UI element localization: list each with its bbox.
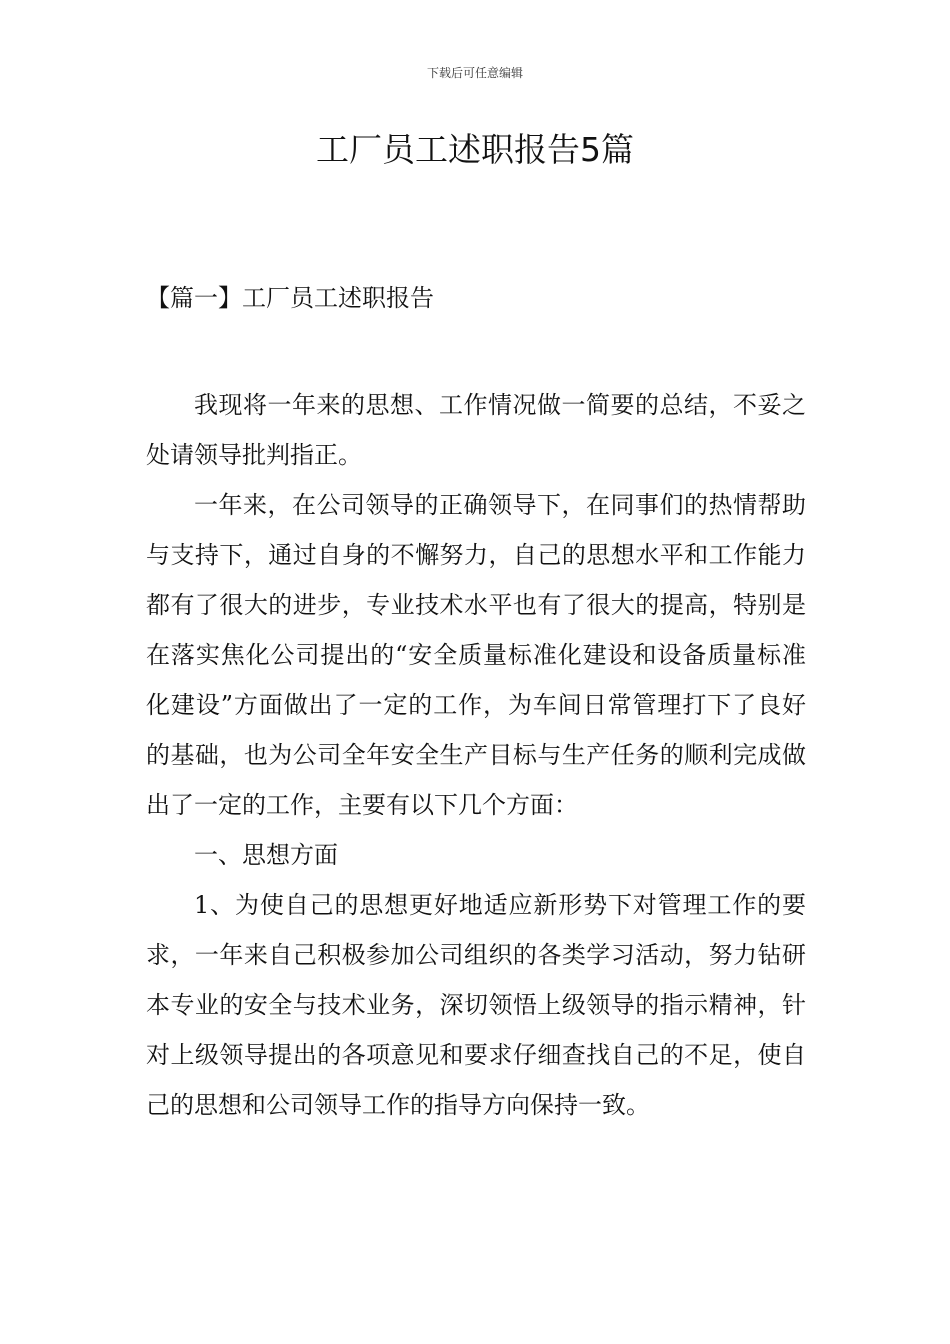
page-header-note: 下载后可任意编辑 bbox=[426, 66, 523, 80]
document-body bbox=[146, 380, 806, 1130]
body-paragraph-1: 我现将一年来的思想、工作情况做一简要的总结，不妥之处请领导批判指正。 bbox=[146, 391, 806, 469]
subsection-heading-thought: 一、思想方面 bbox=[194, 841, 338, 869]
section-heading: 【篇一】工厂员工述职报告 bbox=[146, 284, 434, 312]
body-paragraph-2: 一年来，在公司领导的正确领导下，在同事们的热情帮助与支持下，通过自身的不懈努力，自己的思想水平和工作能力都有了很大的进步，专业技术水平也有了很大的提高，特别是在落实焦化公司提出的“安全质量标准化建设和设备质量标准化建设”方面做出了一定的工作，为车间日常管理打下了良好的基础，也为公司全年安全生产目标与生产任务的顺利完成做出了一定的工作，主要有以下几个方面： bbox=[146, 491, 806, 819]
body-paragraph-3: 1、为使自己的思想更好地适应新形势下对管理工作的要求，一年来自己积极参加公司组织的各类学习活动，努力钻研本专业的安全与技术业务，深切领悟上级领导的指示精神，针对上级领导提出的各项意见和要求仔细查找自己的不足，使自己的思想和公司领导工作的指导方向保持一致。 bbox=[146, 891, 806, 1119]
document-title: 工厂员工述职报告5篇 bbox=[316, 130, 634, 169]
